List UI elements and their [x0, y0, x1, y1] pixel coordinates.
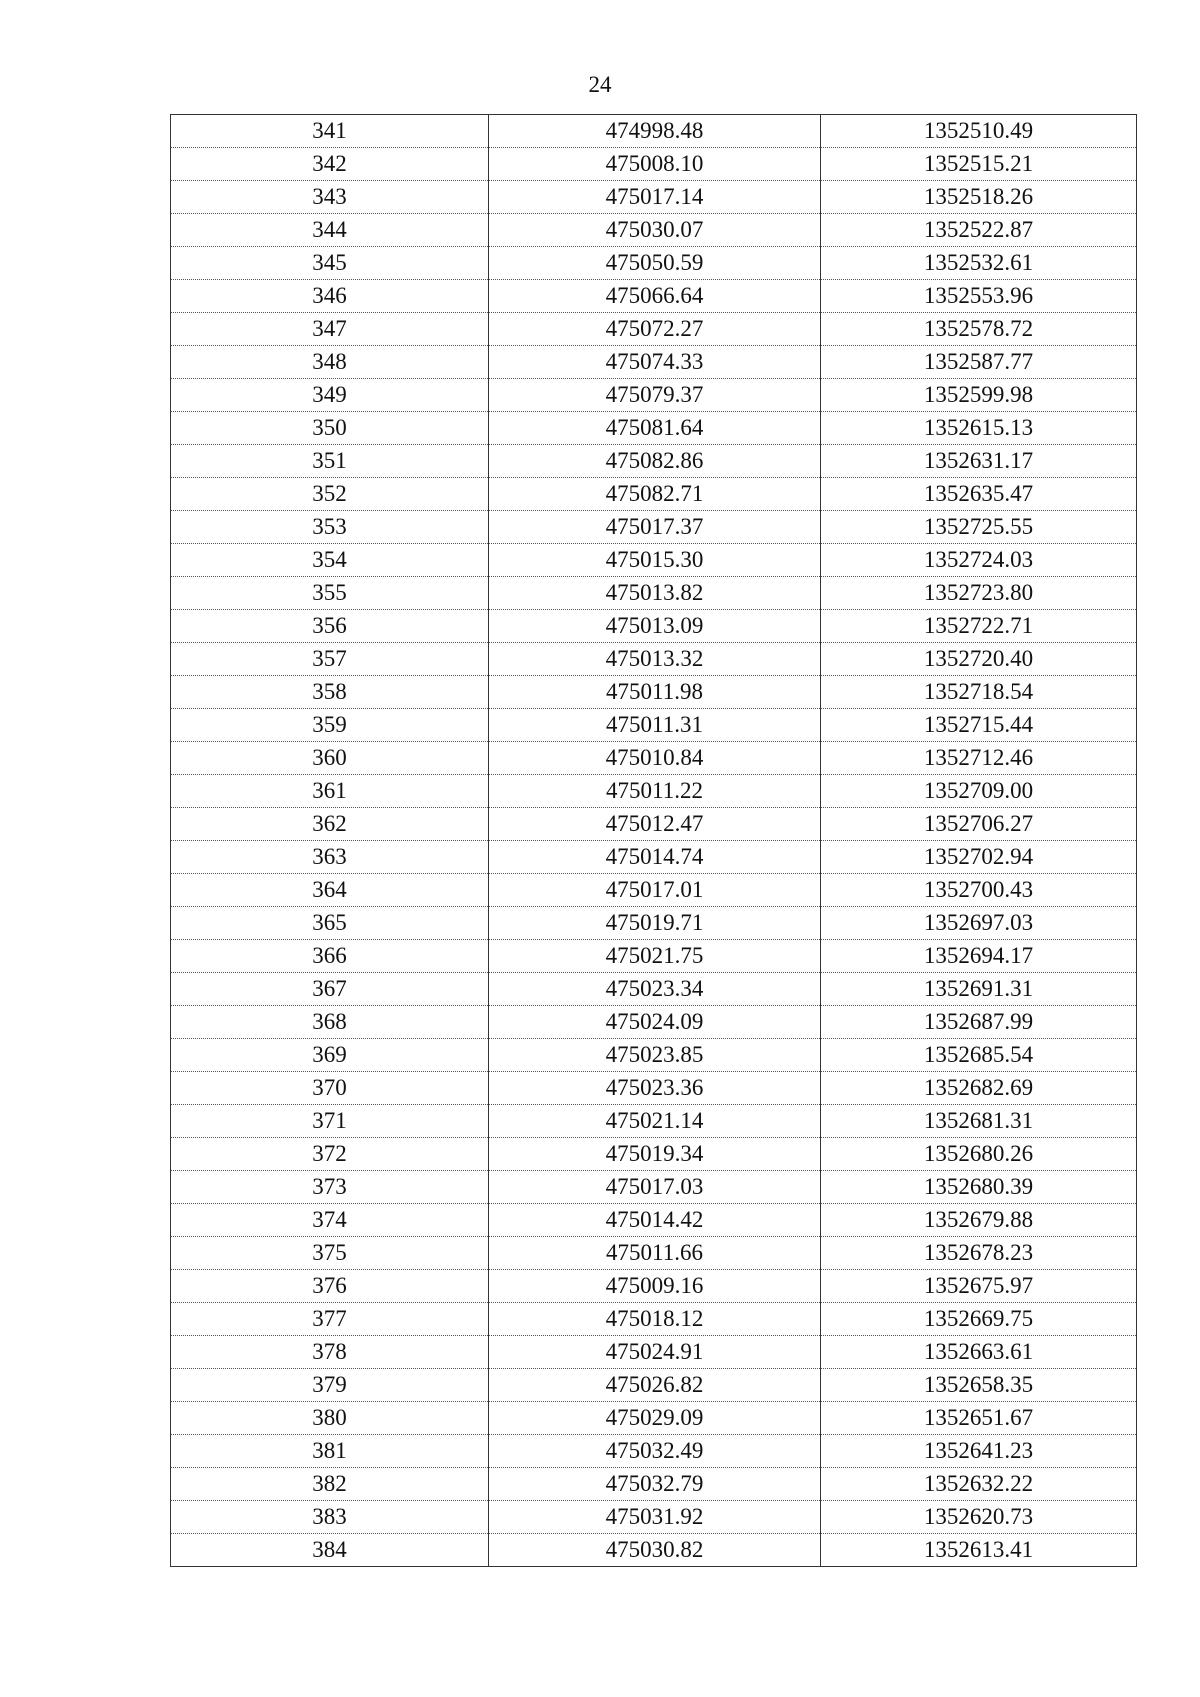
table-row [171, 676, 1137, 709]
x-coordinate-cell: 475018.12 [489, 1303, 821, 1336]
table-row [171, 280, 1137, 313]
y-coordinate-cell: 1352669.75 [821, 1303, 1137, 1336]
y-coordinate-cell: 1352587.77 [821, 346, 1137, 379]
table-row [171, 742, 1137, 775]
table-row [171, 1237, 1137, 1270]
x-coordinate-cell: 475013.82 [489, 577, 821, 610]
point-number-cell: 382 [171, 1468, 489, 1501]
x-coordinate-cell: 475081.64 [489, 412, 821, 445]
point-number-cell: 370 [171, 1072, 489, 1105]
table-row [171, 346, 1137, 379]
point-number-cell: 347 [171, 313, 489, 346]
table-row [171, 643, 1137, 676]
x-coordinate-cell: 475031.92 [489, 1501, 821, 1534]
table-row [171, 1369, 1137, 1402]
x-coordinate-cell: 475024.09 [489, 1006, 821, 1039]
table-row [171, 247, 1137, 280]
y-coordinate-cell: 1352635.47 [821, 478, 1137, 511]
x-coordinate-cell: 475013.09 [489, 610, 821, 643]
y-coordinate-cell: 1352722.71 [821, 610, 1137, 643]
point-number-cell: 377 [171, 1303, 489, 1336]
point-number-cell: 357 [171, 643, 489, 676]
y-coordinate-cell: 1352718.54 [821, 676, 1137, 709]
y-coordinate-cell: 1352725.55 [821, 511, 1137, 544]
x-coordinate-cell: 475023.36 [489, 1072, 821, 1105]
x-coordinate-cell: 475023.85 [489, 1039, 821, 1072]
table-row [171, 1303, 1137, 1336]
x-coordinate-cell: 475017.37 [489, 511, 821, 544]
point-number-cell: 355 [171, 577, 489, 610]
table-row [171, 874, 1137, 907]
point-number-cell: 342 [171, 148, 489, 181]
point-number-cell: 373 [171, 1171, 489, 1204]
point-number-cell: 352 [171, 478, 489, 511]
table-row [171, 412, 1137, 445]
x-coordinate-cell: 475032.49 [489, 1435, 821, 1468]
point-number-cell: 374 [171, 1204, 489, 1237]
point-number-cell: 353 [171, 511, 489, 544]
x-coordinate-cell: 475013.32 [489, 643, 821, 676]
x-coordinate-cell: 475017.14 [489, 181, 821, 214]
table-row [171, 379, 1137, 412]
x-coordinate-cell: 475008.10 [489, 148, 821, 181]
x-coordinate-cell: 475023.34 [489, 973, 821, 1006]
x-coordinate-cell: 475011.31 [489, 709, 821, 742]
table-row [171, 478, 1137, 511]
y-coordinate-cell: 1352518.26 [821, 181, 1137, 214]
point-number-cell: 358 [171, 676, 489, 709]
y-coordinate-cell: 1352702.94 [821, 841, 1137, 874]
y-coordinate-cell: 1352678.23 [821, 1237, 1137, 1270]
table-row [171, 841, 1137, 874]
table-row [171, 148, 1137, 181]
y-coordinate-cell: 1352700.43 [821, 874, 1137, 907]
x-coordinate-cell: 475026.82 [489, 1369, 821, 1402]
x-coordinate-cell: 475019.34 [489, 1138, 821, 1171]
point-number-cell: 365 [171, 907, 489, 940]
y-coordinate-cell: 1352679.88 [821, 1204, 1137, 1237]
table-row [171, 577, 1137, 610]
table-row [171, 1138, 1137, 1171]
x-coordinate-cell: 475024.91 [489, 1336, 821, 1369]
point-number-cell: 361 [171, 775, 489, 808]
table-row [171, 940, 1137, 973]
table-row [171, 775, 1137, 808]
point-number-cell: 366 [171, 940, 489, 973]
x-coordinate-cell: 475012.47 [489, 808, 821, 841]
table-row [171, 1204, 1137, 1237]
y-coordinate-cell: 1352691.31 [821, 973, 1137, 1006]
y-coordinate-cell: 1352515.21 [821, 148, 1137, 181]
x-coordinate-cell: 475029.09 [489, 1402, 821, 1435]
point-number-cell: 363 [171, 841, 489, 874]
y-coordinate-cell: 1352680.39 [821, 1171, 1137, 1204]
y-coordinate-cell: 1352599.98 [821, 379, 1137, 412]
x-coordinate-cell: 475017.03 [489, 1171, 821, 1204]
point-number-cell: 375 [171, 1237, 489, 1270]
y-coordinate-cell: 1352663.61 [821, 1336, 1137, 1369]
table-body [171, 115, 1137, 1567]
x-coordinate-cell: 475011.22 [489, 775, 821, 808]
point-number-cell: 378 [171, 1336, 489, 1369]
point-number-cell: 349 [171, 379, 489, 412]
x-coordinate-cell: 475030.07 [489, 214, 821, 247]
y-coordinate-cell: 1352712.46 [821, 742, 1137, 775]
point-number-cell: 364 [171, 874, 489, 907]
point-number-cell: 346 [171, 280, 489, 313]
y-coordinate-cell: 1352631.17 [821, 445, 1137, 478]
y-coordinate-cell: 1352723.80 [821, 577, 1137, 610]
y-coordinate-cell: 1352724.03 [821, 544, 1137, 577]
x-coordinate-cell: 475082.71 [489, 478, 821, 511]
table-row [171, 1501, 1137, 1534]
x-coordinate-cell: 474998.48 [489, 115, 821, 148]
point-number-cell: 383 [171, 1501, 489, 1534]
point-number-cell: 367 [171, 973, 489, 1006]
y-coordinate-cell: 1352687.99 [821, 1006, 1137, 1039]
table-row [171, 610, 1137, 643]
point-number-cell: 376 [171, 1270, 489, 1303]
table-row [171, 973, 1137, 1006]
point-number-cell: 384 [171, 1534, 489, 1567]
point-number-cell: 354 [171, 544, 489, 577]
table-row [171, 1270, 1137, 1303]
y-coordinate-cell: 1352632.22 [821, 1468, 1137, 1501]
table-row [171, 544, 1137, 577]
point-number-cell: 351 [171, 445, 489, 478]
table-row [171, 1534, 1137, 1567]
y-coordinate-cell: 1352685.54 [821, 1039, 1137, 1072]
x-coordinate-cell: 475032.79 [489, 1468, 821, 1501]
table-row [171, 1105, 1137, 1138]
x-coordinate-cell: 475021.14 [489, 1105, 821, 1138]
table-row [171, 1171, 1137, 1204]
y-coordinate-cell: 1352553.96 [821, 280, 1137, 313]
point-number-cell: 369 [171, 1039, 489, 1072]
x-coordinate-cell: 475082.86 [489, 445, 821, 478]
table-row [171, 115, 1137, 148]
y-coordinate-cell: 1352675.97 [821, 1270, 1137, 1303]
x-coordinate-cell: 475015.30 [489, 544, 821, 577]
x-coordinate-cell: 475011.66 [489, 1237, 821, 1270]
table-row [171, 1006, 1137, 1039]
table-row [171, 808, 1137, 841]
x-coordinate-cell: 475079.37 [489, 379, 821, 412]
x-coordinate-cell: 475010.84 [489, 742, 821, 775]
x-coordinate-cell: 475074.33 [489, 346, 821, 379]
y-coordinate-cell: 1352613.41 [821, 1534, 1137, 1567]
y-coordinate-cell: 1352694.17 [821, 940, 1137, 973]
y-coordinate-cell: 1352697.03 [821, 907, 1137, 940]
point-number-cell: 348 [171, 346, 489, 379]
y-coordinate-cell: 1352620.73 [821, 1501, 1137, 1534]
point-number-cell: 344 [171, 214, 489, 247]
y-coordinate-cell: 1352651.67 [821, 1402, 1137, 1435]
x-coordinate-cell: 475021.75 [489, 940, 821, 973]
coordinate-table [170, 114, 1137, 1567]
y-coordinate-cell: 1352720.40 [821, 643, 1137, 676]
point-number-cell: 356 [171, 610, 489, 643]
point-number-cell: 345 [171, 247, 489, 280]
point-number-cell: 372 [171, 1138, 489, 1171]
y-coordinate-cell: 1352681.31 [821, 1105, 1137, 1138]
table-row [171, 1336, 1137, 1369]
y-coordinate-cell: 1352510.49 [821, 115, 1137, 148]
point-number-cell: 380 [171, 1402, 489, 1435]
y-coordinate-cell: 1352658.35 [821, 1369, 1137, 1402]
table-row [171, 1072, 1137, 1105]
x-coordinate-cell: 475030.82 [489, 1534, 821, 1567]
table-row [171, 313, 1137, 346]
point-number-cell: 381 [171, 1435, 489, 1468]
table-row [171, 445, 1137, 478]
table-row [171, 907, 1137, 940]
y-coordinate-cell: 1352532.61 [821, 247, 1137, 280]
table-row [171, 181, 1137, 214]
point-number-cell: 368 [171, 1006, 489, 1039]
y-coordinate-cell: 1352615.13 [821, 412, 1137, 445]
y-coordinate-cell: 1352522.87 [821, 214, 1137, 247]
point-number-cell: 360 [171, 742, 489, 775]
x-coordinate-cell: 475014.74 [489, 841, 821, 874]
table-row [171, 214, 1137, 247]
y-coordinate-cell: 1352715.44 [821, 709, 1137, 742]
x-coordinate-cell: 475009.16 [489, 1270, 821, 1303]
y-coordinate-cell: 1352680.26 [821, 1138, 1137, 1171]
table-row [171, 1039, 1137, 1072]
x-coordinate-cell: 475017.01 [489, 874, 821, 907]
x-coordinate-cell: 475050.59 [489, 247, 821, 280]
point-number-cell: 371 [171, 1105, 489, 1138]
point-number-cell: 359 [171, 709, 489, 742]
point-number-cell: 343 [171, 181, 489, 214]
y-coordinate-cell: 1352578.72 [821, 313, 1137, 346]
point-number-cell: 350 [171, 412, 489, 445]
table-row [171, 709, 1137, 742]
page-number: 24 [588, 72, 612, 97]
x-coordinate-cell: 475066.64 [489, 280, 821, 313]
x-coordinate-cell: 475072.27 [489, 313, 821, 346]
point-number-cell: 362 [171, 808, 489, 841]
y-coordinate-cell: 1352682.69 [821, 1072, 1137, 1105]
x-coordinate-cell: 475019.71 [489, 907, 821, 940]
point-number-cell: 341 [171, 115, 489, 148]
point-number-cell: 379 [171, 1369, 489, 1402]
y-coordinate-cell: 1352709.00 [821, 775, 1137, 808]
y-coordinate-cell: 1352706.27 [821, 808, 1137, 841]
x-coordinate-cell: 475014.42 [489, 1204, 821, 1237]
table-row [171, 1435, 1137, 1468]
table-row [171, 1402, 1137, 1435]
table-row [171, 1468, 1137, 1501]
y-coordinate-cell: 1352641.23 [821, 1435, 1137, 1468]
x-coordinate-cell: 475011.98 [489, 676, 821, 709]
table-row [171, 511, 1137, 544]
